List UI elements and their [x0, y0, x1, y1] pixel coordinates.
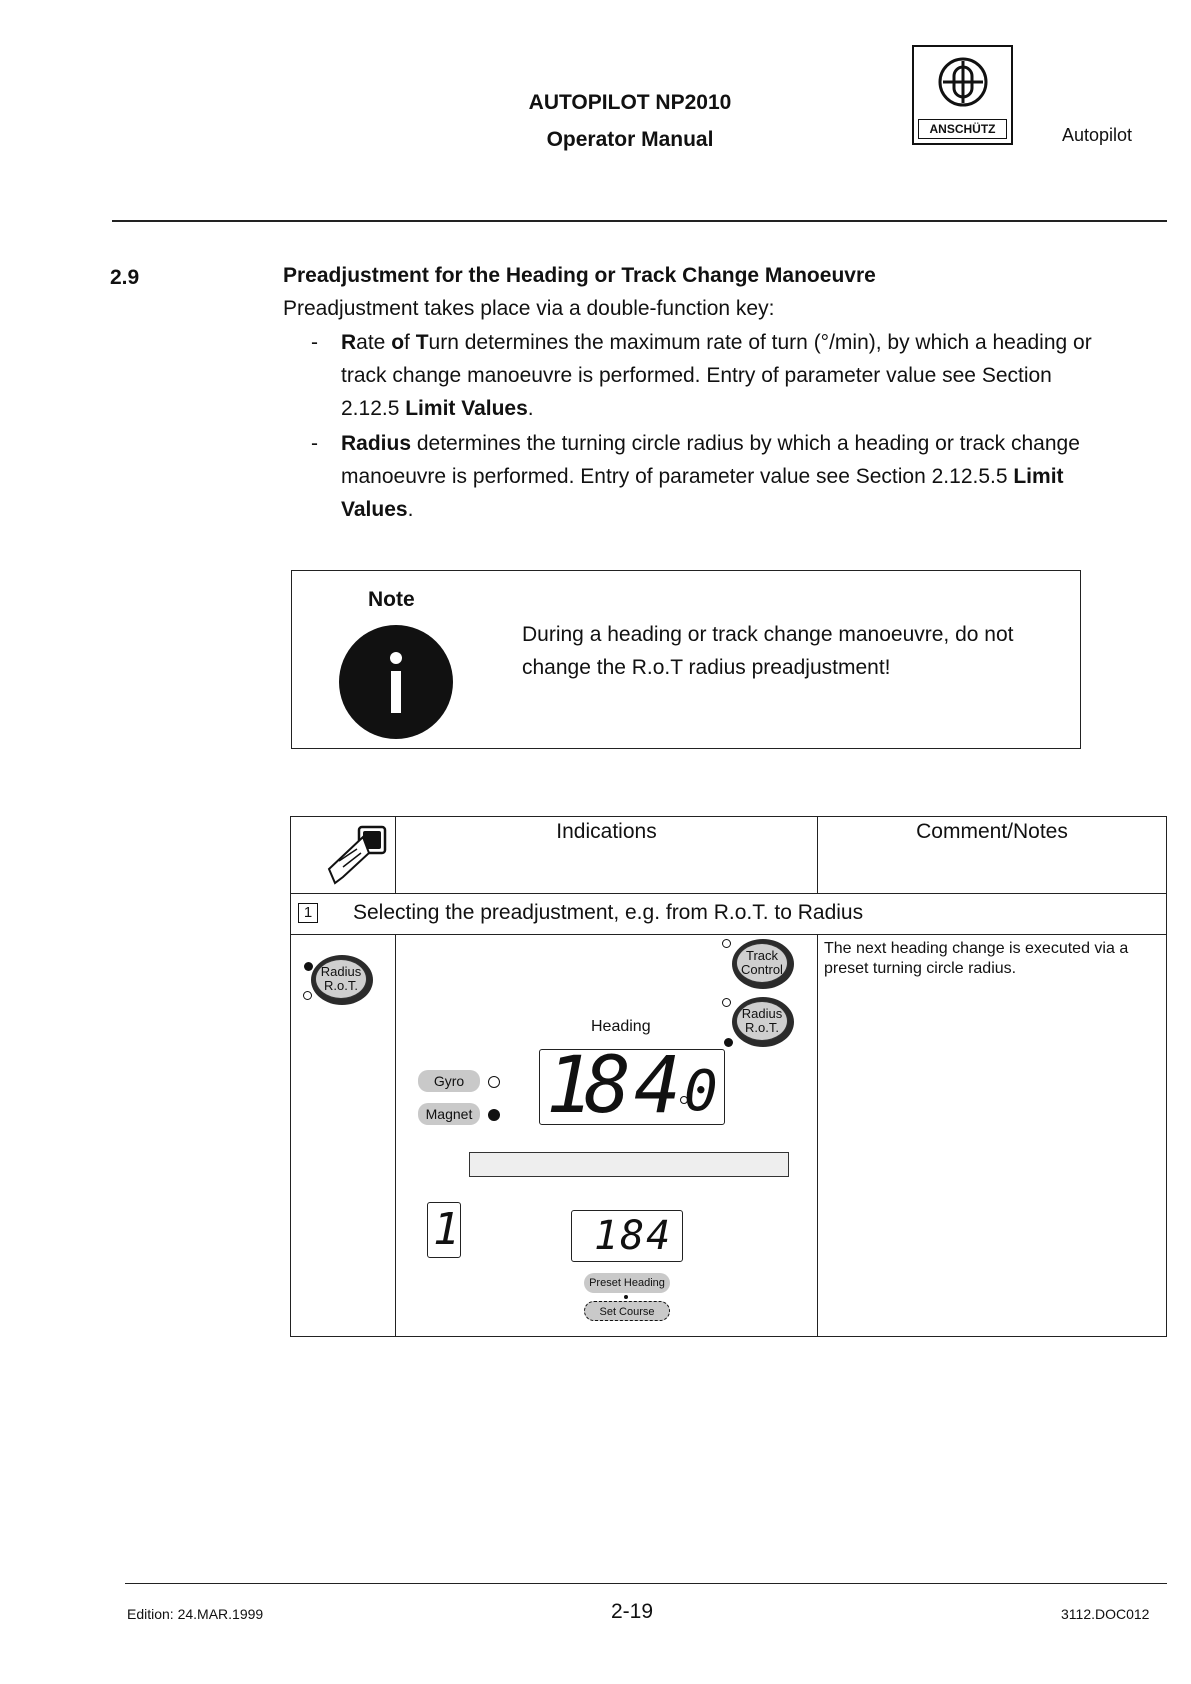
- step-number: 1: [298, 903, 318, 923]
- small-display-digit: 1: [433, 1204, 460, 1255]
- anschutz-logo: [912, 45, 1013, 145]
- footer-page-number: 2-19: [611, 1600, 654, 1623]
- track-control-led-off: [722, 939, 731, 948]
- note-box: [291, 570, 1081, 749]
- bullet-line: track change manoeuvre is performed. Entry of parameter value see Section: [341, 364, 1052, 387]
- limit-values-link: Limit Values: [405, 397, 528, 420]
- bullet-line: Radius determines the turning circle radius by which a heading or track change: [341, 432, 1080, 455]
- column-header-comments: Comment/Notes: [818, 817, 1167, 894]
- note-line: During a heading or track change manoeuvre, do not: [522, 623, 1014, 646]
- gyro-led-off: [488, 1076, 500, 1088]
- control-label: Control: [741, 962, 783, 977]
- rot-led-off: [303, 991, 312, 1000]
- section-heading: Preadjustment for the Heading or Track Change Manoeuvre: [283, 264, 876, 287]
- rudder-bar-display: [469, 1152, 789, 1177]
- footer-edition: Edition: 24.MAR.1999: [127, 1606, 264, 1622]
- note-line: change the R.o.T radius preadjustment!: [522, 656, 891, 679]
- magnet-led-on: [488, 1109, 500, 1121]
- column-header-indications: Indications: [396, 817, 818, 894]
- key-label-rot: R.o.T.: [324, 978, 358, 993]
- section-intro: Preadjustment takes place via a double-function key:: [283, 297, 775, 320]
- note-title: Note: [368, 588, 415, 611]
- document-title: AUTOPILOT NP2010: [528, 91, 732, 114]
- bullet-line: manoeuvre is performed. Entry of parameter value see Section 2.12.5.5 Limit: [341, 465, 1064, 488]
- set-course-led: [624, 1295, 628, 1299]
- bullet-line: 2.12.5 Limit Values.: [341, 397, 534, 420]
- preset-heading-value: 184: [594, 1213, 673, 1259]
- panel-rot-led-on: [724, 1038, 733, 1047]
- radius-led-on: [304, 962, 313, 971]
- step-text: Selecting the preadjustment, e.g. from R.o.T. to Radius: [353, 901, 864, 924]
- table-header-row: [291, 817, 1167, 894]
- set-course-button[interactable]: Set Course: [584, 1301, 670, 1321]
- bullet-radius: [341, 427, 1171, 526]
- small-display: [427, 1202, 461, 1258]
- header-section-label: Autopilot: [1062, 125, 1133, 145]
- heading-digit: 1: [546, 1041, 597, 1131]
- panel-key-label-rot: R.o.T.: [745, 1020, 779, 1035]
- indication-row: [291, 935, 1167, 1337]
- bullet-dash: -: [311, 331, 318, 354]
- panel-key-label-radius: Radius: [741, 1006, 783, 1021]
- procedure-table: [290, 816, 1167, 1337]
- key-label-radius: Radius: [320, 964, 362, 979]
- logo-wordmark: ANSCHÜTZ: [918, 119, 1007, 139]
- hand-icon-cell: [291, 817, 396, 894]
- bullet-rate-of-turn: [341, 326, 1171, 425]
- track-label: Track: [745, 948, 779, 963]
- magnet-button[interactable]: Magnet: [418, 1103, 480, 1125]
- panel-radius-rot-key[interactable]: [732, 997, 794, 1047]
- heading-display: [539, 1041, 725, 1131]
- heading-label: Heading: [591, 1018, 651, 1035]
- radius-rot-key[interactable]: [311, 955, 373, 1005]
- document-subtitle: Operator Manual: [546, 128, 714, 151]
- bullet-dash: -: [311, 432, 318, 455]
- info-icon: [338, 624, 454, 740]
- heading-digit: 4: [634, 1041, 681, 1131]
- preset-heading-button[interactable]: Preset Heading: [584, 1273, 670, 1293]
- bullet-line: Rate of Turn determines the maximum rate of turn (°/min), by which a heading or: [341, 331, 1092, 354]
- track-control-key[interactable]: [732, 939, 794, 989]
- step-row: [291, 894, 1167, 935]
- key-cell: [291, 935, 396, 1337]
- comment-cell: The next heading change is executed via a preset turning circle radius.: [818, 935, 1167, 1337]
- finger-press-icon: [321, 823, 391, 887]
- anschutz-emblem-icon: [936, 55, 990, 109]
- footer-document-id: 3112.DOC012: [1061, 1606, 1150, 1622]
- bullet-line: Values.: [341, 498, 414, 521]
- header-rule: [112, 220, 1167, 222]
- gyro-button[interactable]: Gyro: [418, 1070, 480, 1092]
- preset-heading-display: [571, 1210, 683, 1262]
- footer-rule: [125, 1583, 1167, 1584]
- section-number: 2.9: [110, 266, 140, 289]
- indications-cell: [396, 935, 818, 1337]
- heading-digit: 8: [584, 1041, 631, 1131]
- heading-digit: 0: [684, 1059, 718, 1124]
- step-cell: [291, 894, 1167, 935]
- panel-radius-led-off: [722, 998, 731, 1007]
